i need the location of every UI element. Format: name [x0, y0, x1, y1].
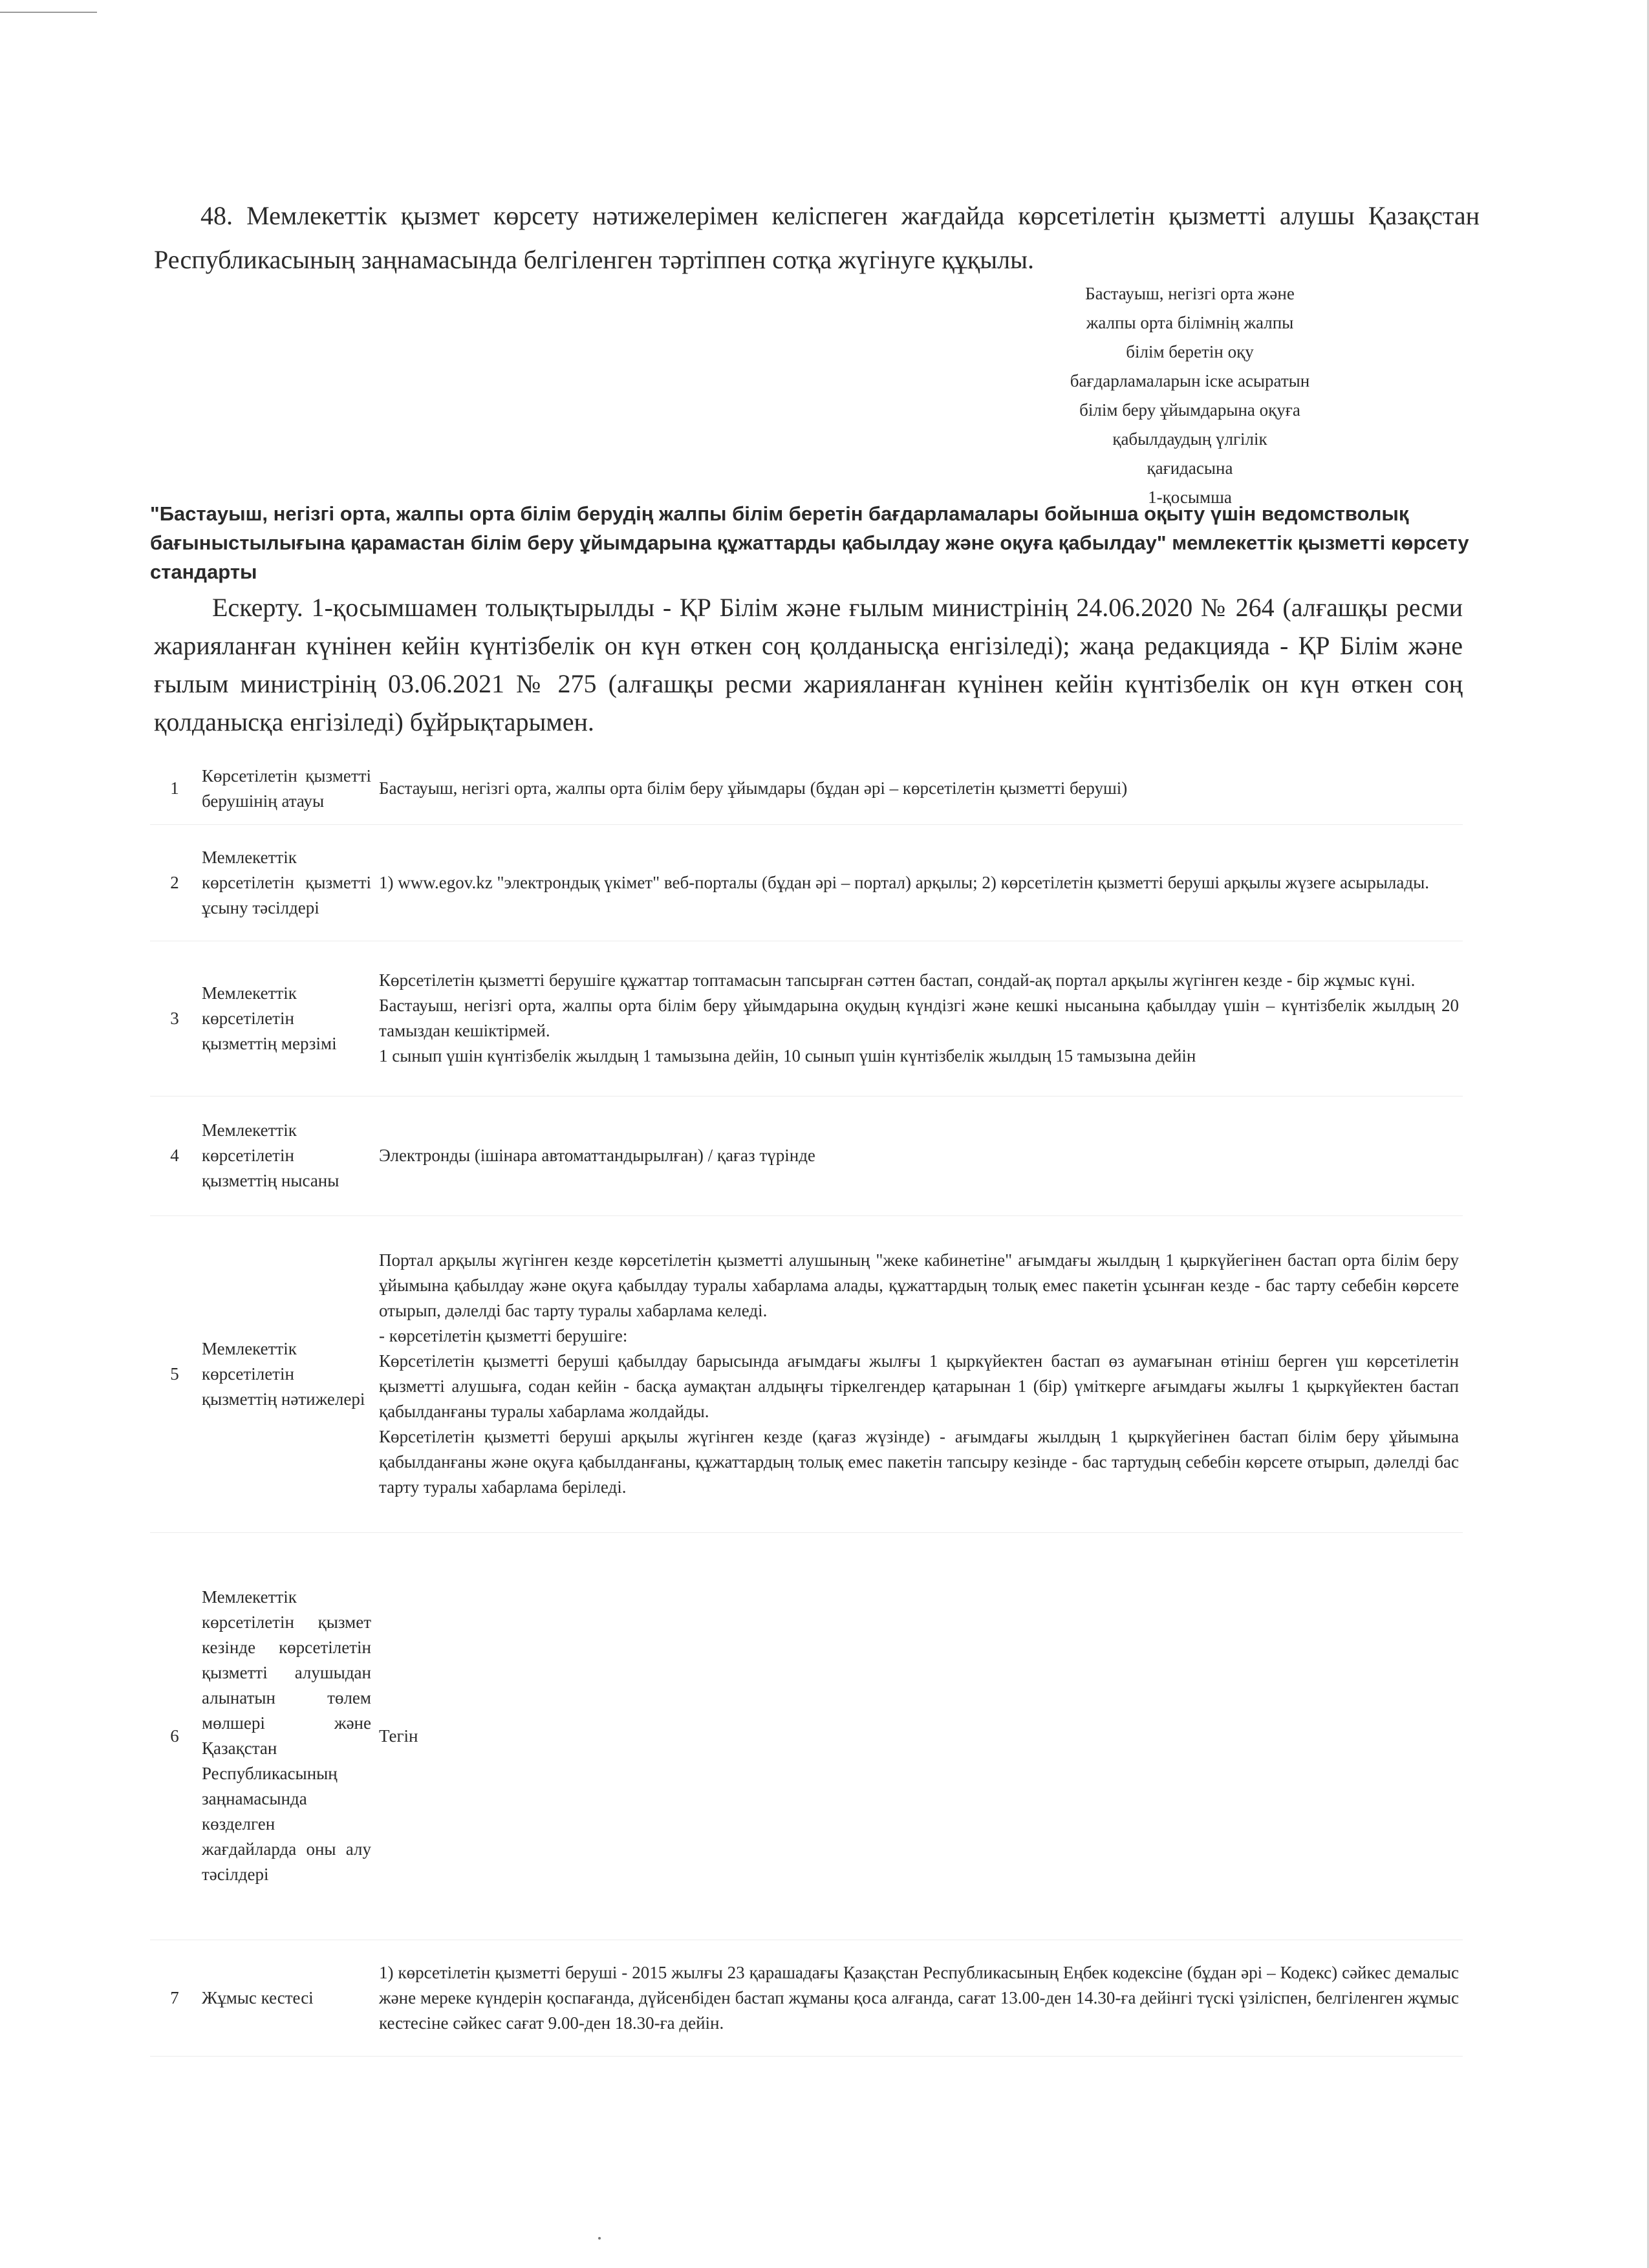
annex-caption: [1022, 279, 1358, 512]
row-value-text: - көрсетілетін қызметті берушіге:: [379, 1326, 628, 1345]
row-value-text: 1) көрсетілетін қызметті беруші - 2015 жылғы 23 қарашадағы Қазақстан Республикасының Еңбек кодексіне (бұдан әрі – Кодекс) сәйкес демалыс және мереке күндерін қоспағанда, дүйсенбіден бастап жұманы қоса алғанда, сағат 13.00-ден 14.30-ға дейінгі түскі үзіліспен, белгіленген жұмыс кестесіне сәйкес сағат 9.00-ден 18.30-ға дейін.: [379, 1962, 1459, 2033]
paragraph-48: 48. Мемлекеттік қызмет көрсету нәтижелерімен келіспеген жағдайда көрсетілетін қызметті алушы Қазақстан Республикасының заңнамасында белгіленген тәртіппен сотқа жүгінуге құқылы.: [154, 201, 1480, 274]
row-name: Мемлекеттік көрсетілетін қызмет кезінде көрсетілетін қызметті алушыдан алынатын төлем мөлшері және Қазақстан Республикасының заңнамасында көзделген жағдайларда оны алу тәсілдері: [202, 1587, 371, 1884]
amendment-note: Ескерту. 1-қосымшамен толықтырылды - ҚР Білім және ғылым министрінің 24.06.2020 № 264 (алғашқы ресми жарияланған күнінен кейін күнтізбелік он күн өткен соң қолданысқа енгізіледі); жаңа редакцияда - ҚР Білім және ғылым министрінің 03.06.2021 № 275 (алғашқы ресми жарияланған күнінен кейін күнтізбелік он күн өткен соң қолданысқа енгізіледі) бұйрықтарымен.: [154, 593, 1463, 736]
row-value: [375, 941, 1463, 1096]
row-value: [375, 753, 1463, 824]
table-row: [150, 1215, 1463, 1532]
row-value: [375, 824, 1463, 941]
table-row: [150, 1532, 1463, 1940]
row-value-text: Портал арқылы жүгінген кезде көрсетілетін қызметті алушының "жеке кабинетіне" ағымдағы жылдың 1 қыркүйегінен бастап орта білім беру ұйымына қабылдау және оқуға қабылдау туралы хабарлама алады, құжаттардың толық емес пакетін ұсынған кезде - бас тарту себебін көрсете отырып, дәлелді бас тарту туралы хабарлама келеді.: [379, 1250, 1459, 1320]
annex-line: қағидасына: [1147, 458, 1233, 478]
row-value-text: Көрсетілетін қызметті беруші қабылдау барысында ағымдағы жылғы 1 қыркүйектен бастап өз аумағынан өтініш берген үш көрсетілетін қызметті алушыға, содан кейін - басқа аумақтан алдыңғы тіркелгендер қатарынан 1 (бір) үміткерге ағымдағы жылғы 1 қыркүйектен бастап қабылданғаны туралы хабарлама жолдайды.: [379, 1351, 1459, 1421]
standard-title: "Бастауыш, негізгі орта, жалпы орта білім берудің жалпы білім беретін бағдарламалары бойынша оқыту үшін ведомстволық бағыныстылығына қарамастан білім беру ұйымдарына құжаттарды қабылдау және оқуға қабылдау" мемлекеттік қызметті көрсету стандарты: [150, 502, 1469, 583]
row-number: 1: [170, 778, 179, 798]
annex-line: бағдарламаларын іске асыратын: [1070, 371, 1310, 390]
row-value-text: 1 сынып үшін күнтізбелік жылдың 1 тамызына дейін, 10 сынып үшін күнтізбелік жылдың 15 тамызына дейін: [379, 1046, 1196, 1065]
table-row: [150, 941, 1463, 1096]
row-name: Мемлекеттік көрсетілетін қызметтің нысаны: [202, 1120, 339, 1190]
annex-line: жалпы орта білімнің жалпы: [1086, 313, 1294, 332]
row-number: 3: [170, 1008, 179, 1028]
row-number: 4: [170, 1146, 179, 1165]
row-name: Көрсетілетін қызметті берушінің атауы: [202, 765, 371, 811]
row-value-text: Электронды (ішінара автоматтандырылған) / қағаз түрінде: [379, 1146, 815, 1165]
row-value-text: Бастауыш, негізгі орта, жалпы орта білім беру ұйымдарына оқудың күндізгі және кешкі нысанына қабылдау үшін – күнтізбелік жылдың 20 тамыздан кешіктірмей.: [379, 996, 1459, 1040]
table-row: [150, 824, 1463, 941]
row-value: [375, 1215, 1463, 1532]
standard-table: [150, 753, 1463, 2057]
row-number: 5: [170, 1364, 179, 1384]
scan-edge-mark: [0, 12, 97, 13]
row-value-text: 1) www.egov.kz "электрондық үкімет" веб-порталы (бұдан әрі – портал) арқылы; 2) көрсетілетін қызметті беруші арқылы жүзеге асырылады.: [379, 872, 1430, 892]
row-value: [375, 1096, 1463, 1215]
row-name: Жұмыс кестесі: [202, 1987, 314, 2007]
row-number: 6: [170, 1726, 179, 1746]
row-value-text: Бастауыш, негізгі орта, жалпы орта білім беру ұйымдары (бұдан әрі – көрсетілетін қызметті беруші): [379, 778, 1128, 798]
row-value: [375, 1940, 1463, 2056]
annex-line: қабылдаудың үлгілік: [1112, 429, 1267, 449]
scan-speck: [598, 2237, 601, 2240]
annex-line: 1-қосымша: [1148, 487, 1232, 507]
annex-line: Бастауыш, негізгі орта және: [1085, 284, 1295, 303]
row-name: Мемлекеттік көрсетілетін қызметтің нәтижелері: [202, 1338, 365, 1409]
row-number: 7: [170, 1987, 179, 2007]
table-row: [150, 1940, 1463, 2056]
table-row: [150, 1096, 1463, 1215]
annex-line: білім беретін оқу: [1126, 342, 1254, 361]
row-name: Мемлекеттік көрсетілетін қызметті ұсыну тәсілдері: [202, 847, 371, 917]
row-value-text: Көрсетілетін қызметті беруші арқылы жүгінген кезде (қағаз жүзінде) - ағымдағы жылдың 1 қыркүйегінен бастап білім беру ұйымына қабылданғаны және оқуға қабылданғаны, құжаттардың толық емес пакетін тапсыру кезінде - бас тартудың себебін көрсете отырып, дәлелді бас тарту туралы хабарлама беріледі.: [379, 1427, 1459, 1497]
row-value-text: Көрсетілетін қызметті берушіге құжаттар топтамасын тапсырған сәттен бастап, сондай-ақ портал арқылы жүгінген кезде - бір жұмыс күні.: [379, 970, 1416, 990]
row-number: 2: [170, 872, 179, 892]
row-name: Мемлекеттік көрсетілетін қызметтің мерзімі: [202, 983, 337, 1053]
annex-line: білім беру ұйымдарына оқуға: [1079, 400, 1300, 420]
table-row: [150, 753, 1463, 824]
row-value-text: Тегін: [379, 1726, 418, 1746]
row-value: [375, 1532, 1463, 1940]
